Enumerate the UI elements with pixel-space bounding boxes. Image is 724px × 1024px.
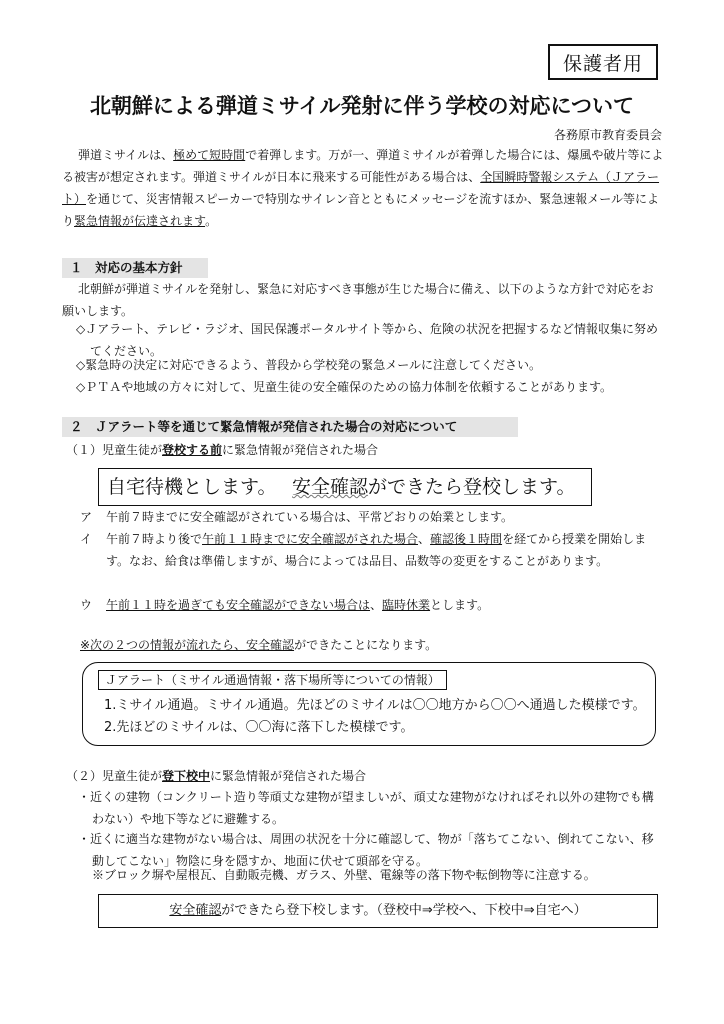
intro-emphasis: 緊急情報が伝達されます: [74, 214, 206, 228]
sub-emphasis: 登下校中: [162, 769, 211, 783]
box-text: ができたら登校します。: [368, 476, 576, 498]
policy-bullet: ◇ＰＴＡや地域の方々に対して、児童生徒の安全確保のための協力体制を依頼することがあります。: [76, 380, 613, 394]
case-text: とします。: [430, 598, 490, 612]
page-title: 北朝鮮による弾道ミサイル発射に伴う学校の対応について: [89, 94, 635, 118]
intro-text: 。: [205, 214, 218, 228]
subsection1-heading: [66, 440, 378, 460]
subsection2-heading: [66, 766, 366, 786]
safety-note: [80, 636, 437, 653]
box-text: ができたら登下校します。（登校中⇒学校へ、下校中⇒自宅へ）: [221, 903, 587, 918]
case-text: 午前７時より後で: [106, 532, 203, 546]
commute-box: [98, 894, 658, 928]
case-text: 午前７時までに安全確認がされている場合は、平常どおりの始業とします。: [106, 510, 514, 524]
intro-emphasis: 全国瞬時警報システム（Ｊアラート）: [62, 170, 660, 206]
sub-text: （１）児童生徒が: [66, 443, 163, 457]
section2-heading: ２ Ｊアラート等を通じて緊急情報が発信された場合の対応について: [62, 417, 518, 437]
jalert-tag: Ｊアラート（ミサイル通過情報・落下場所等についての情報）: [98, 670, 447, 690]
case-key: イ: [80, 532, 93, 546]
sub-text: に緊急情報が発信された場合: [210, 769, 367, 783]
note-emphasis: ※次の２つの情報が流れたら、安全確認: [80, 638, 295, 652]
jalert-message: 1.ミサイル通過。ミサイル通過。先ほどのミサイルは〇〇地方から〇〇へ通過した模様です。: [104, 698, 646, 713]
intro-text: 弾道ミサイルは、: [78, 148, 174, 162]
case-key: ウ: [80, 598, 93, 612]
case-u: [80, 594, 664, 616]
evacuation-item: ・近くに適当な建物がない場合は、周囲の状況を十分に確認して、物が「落ちてこない、倒れてこない、移動してこない」物陰に身を隠すか、地面に伏せて頭部を守る。: [78, 832, 654, 868]
sub-text: （２）児童生徒が: [66, 769, 163, 783]
case-text: 、: [418, 532, 431, 546]
note-text: ができたことになります。: [294, 638, 438, 652]
caution-note: ※ブロック塀や屋根瓦、自動販売機、ガラス、外壁、電線等の落下物や転倒物等に注意する。: [92, 868, 596, 882]
audience-badge: 保護者用: [548, 44, 658, 80]
case-emphasis: 午前１１時を過ぎても安全確認ができない場合は: [106, 598, 371, 612]
case-key: ア: [80, 510, 93, 524]
issuer: 各務原市教育委員会: [553, 128, 662, 142]
intro-text: で着弾します。万が一、弾道ミサイルが着弾した場合には、爆風や破片等による被害が想定されます。弾道ミサイルが日本に飛来する可能性がある場合は、: [62, 148, 664, 184]
case-emphasis: 確認後１時間: [430, 532, 503, 546]
home-standby-box: [98, 468, 592, 506]
section1-heading: １ 対応の基本方針: [62, 258, 208, 278]
policy-bullet: ◇緊急時の決定に対応できるよう、普段から学校発の緊急メールに注意してください。: [76, 358, 541, 372]
case-text: 、: [370, 598, 383, 612]
policy-bullet: ◇Ｊアラート、テレビ・ラジオ、国民保護ポータルサイト等から、危険の状況を把握するなど情報収集に努めてください。: [76, 322, 658, 358]
box-text: 自宅待機とします。: [107, 476, 267, 498]
box-emphasis: 安全確認: [292, 476, 369, 498]
case-a: [80, 506, 664, 528]
case-text: を経てから授業を開始します。なお、給食は準備しますが、場合によっては品目、品数等の変更をすることがあります。: [106, 532, 647, 568]
jalert-message: 2.先ほどのミサイルは、〇〇海に落下した模様です。: [104, 720, 414, 735]
evacuation-item: ・近くの建物（コンクリート造り等頑丈な建物が望ましいが、頑丈な建物がなければそれ以外の建物でも構わない）や地下等などに避難する。: [78, 790, 654, 826]
sub-text: に緊急情報が発信された場合: [222, 443, 379, 457]
case-i: [80, 528, 664, 572]
section1-body: 北朝鮮が弾道ミサイルを発射し、緊急に対応すべき事態が生じた場合に備え、以下のような方針で対応をお願いします。: [62, 282, 654, 318]
case-emphasis: 臨時休業: [382, 598, 431, 612]
intro-paragraph: [62, 144, 664, 232]
intro-text: を通じて、災害情報スピーカーで特別なサイレン音とともにメッセージを流すほか、緊急速報メール等により: [62, 192, 659, 228]
case-emphasis: 午前１１時までに安全確認がされた場合: [202, 532, 419, 546]
box-emphasis: 安全確認: [169, 903, 222, 918]
sub-emphasis: 登校する前: [162, 443, 223, 457]
intro-emphasis: 極めて短時間: [173, 148, 246, 162]
